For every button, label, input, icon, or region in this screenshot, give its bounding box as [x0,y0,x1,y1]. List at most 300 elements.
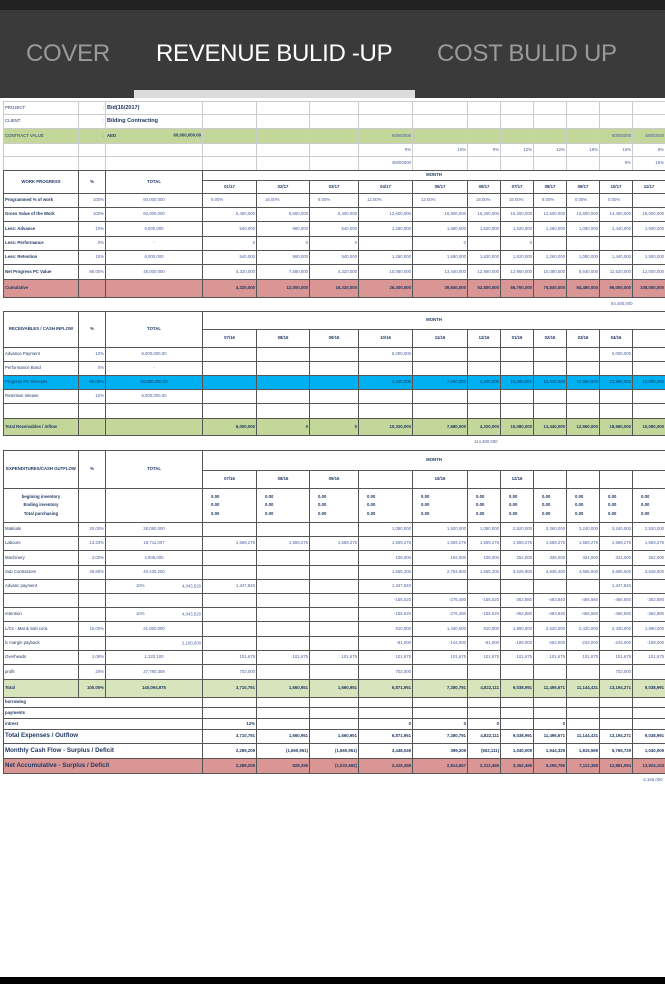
row-pct: 80.00% [79,265,106,280]
cell [257,594,310,608]
cell: 7,112,365 [567,759,600,774]
table-row [4,362,665,376]
cell: 6,871,951 [359,680,413,698]
cell: 1,920,000 [413,523,468,537]
cell: -144,000 [413,637,468,651]
cell: -81,000 [359,637,413,651]
row-pct: 10% [79,222,106,237]
table-row [4,129,665,144]
cell: 1,440,000 [600,251,633,265]
row-total-extra: 4,043,520 [181,583,201,589]
cell: 0.00% [600,194,633,208]
table-row [4,237,665,251]
cell: 48000000 [359,157,413,171]
cell: 4,320,000 [203,265,257,280]
header-row [4,451,665,471]
cell: 3,240,000 [600,523,633,537]
month-header: 03/17 [310,181,359,194]
cell: 101,675 [501,651,534,665]
row-pct: 0% [79,237,106,251]
row-pct: : [79,129,106,144]
cell: 2,520,000 [633,523,665,537]
cell: 3,448,049 [359,744,413,759]
cell: 9,600,000 [257,208,310,222]
cell: 5,400,000 [310,208,359,222]
cell: -362,880 [501,608,534,622]
cell: 0.00% [567,194,600,208]
cell: 3,360,000 [534,523,567,537]
table-row [4,115,665,129]
cell-line: 0.00 [641,510,650,516]
cell: 1,559,276 [310,537,359,551]
cell-line: begining inventory [21,494,61,500]
cell [567,129,600,144]
cell: 10,080,000 [501,376,534,390]
month-header: 12/16 [501,471,534,489]
cell: 3,240,000 [567,523,600,537]
spreadsheet [0,98,665,977]
cell: 1,559,276 [468,537,501,551]
cell: 0 [257,237,310,251]
cell: 1,440,000 [600,222,633,237]
cell [633,580,665,594]
row-label: PROJECT: [4,102,79,115]
cell [310,698,359,708]
cell [600,708,633,719]
cell-line: 0.00 [608,494,617,500]
row-total: AED 60,000,000.00 [106,129,203,144]
row-total: 21,000,000 [106,622,203,637]
row-label: Retention release [4,390,79,404]
cell [257,102,310,115]
cell [468,115,501,129]
row-total [106,157,203,171]
month-header [359,471,413,489]
month-header [633,330,665,348]
row-pct: : [79,115,106,129]
cell: 101,675 [310,651,359,665]
cell: 1,559,276 [534,537,567,551]
cell [310,622,359,637]
cell: 2,430,000 [600,622,633,637]
navigation-bar [0,977,665,984]
cell: -189,000 [633,637,665,651]
cell [257,698,310,708]
cell: 2,289,209 [203,759,257,774]
row-label: Total Expenses / Outflow [4,730,203,744]
cell [310,719,359,730]
cell [600,404,633,419]
cell [534,129,567,144]
cell [203,637,257,651]
row-total [106,419,203,436]
cell: 101,675 [203,651,257,665]
cell [501,129,534,144]
cell [203,404,257,419]
row-label [4,144,79,157]
cell [600,390,633,404]
cell [310,489,359,523]
table-row [4,376,665,390]
row-pct: 10% [79,251,106,265]
status-bar [0,0,665,10]
cell: 16,200,000 [501,208,534,222]
cell: 1,555,200 [359,566,413,580]
month-header: 07/16 [203,330,257,348]
cell: 1,347,840 [600,580,633,594]
cell: 1,260,000 [534,251,567,265]
cell: 9% [468,144,501,157]
cell [310,608,359,622]
cell [203,551,257,566]
cell: 10,080,000 [501,419,534,436]
cell [359,362,413,376]
cell: -189,000 [501,637,534,651]
table-row [4,419,665,436]
cell: 12,960,000 [567,376,600,390]
table-row [4,404,665,419]
cell [567,390,600,404]
cell: 5,400,000 [203,208,257,222]
cell: 9.00% [310,194,359,208]
row-total-extra: 60,000,000.00 [173,132,201,138]
cell: 399,209 [413,744,468,759]
cell [310,551,359,566]
row-label: Labours [4,537,79,551]
cell [633,489,665,523]
row-total: 27,780,308 [106,665,203,680]
table-row [4,651,665,665]
cell [468,404,501,419]
month-header: 08/17 [534,181,567,194]
cell: 12% [534,144,567,157]
cell: 1,347,840 [203,580,257,594]
month-header: 03/16 [567,330,600,348]
cell: 9,038,991 [501,680,534,698]
cell [310,637,359,651]
cell [203,157,257,171]
cell [413,102,468,115]
cell-line: 0.00 [265,510,274,516]
cell [257,665,310,680]
table-row [4,637,665,651]
row-label: Less: Advance [4,222,79,237]
row-pct [79,489,106,523]
table-row [4,730,665,744]
cell [501,719,534,730]
row-total: 6,000,000 [106,222,203,237]
header-label: EXPENDITURES/CASH OUTFLOW [4,451,79,489]
cell: 12% [203,719,257,730]
cell [567,698,600,708]
cell [534,102,567,115]
cell: 1,660,951 [257,730,310,744]
row-label: Overheads [4,651,79,665]
table-row [4,265,665,280]
receivables-footnote: 114,480,000 [474,439,498,444]
cell: -155,520 [359,608,413,622]
cell: 6,000,000 [203,419,257,436]
cell: 15,000,000 [633,208,665,222]
cell: 3,352,466 [501,759,534,774]
cell: 6,000,000 [359,348,413,362]
header-label: WORK PROGRESS [4,171,79,194]
row-label: L/Cs - Mat & Sub cont. [4,622,79,637]
cell [359,404,413,419]
cell: 1,660,951 [310,730,359,744]
header-pct: % [79,171,106,194]
cell: 18,960,000 [600,419,633,436]
cell: 2,520,000 [501,523,534,537]
cell: 13,194,271 [600,680,633,698]
cell: 1,347,840 [359,580,413,594]
cell: 10% [413,144,468,157]
cell [359,237,413,251]
row-total: 6,000,000.00 [106,390,203,404]
cell: (1,660,951) [310,744,359,759]
cell [310,523,359,537]
cell: 101,675 [359,651,413,665]
row-label [4,157,79,171]
row-label: payments [4,708,203,719]
cell: 2,520,000 [534,622,567,637]
cell [534,698,567,708]
row-label: Net Progress PC Value [4,265,79,280]
cell [501,404,534,419]
cell [567,708,600,719]
cell: 101,675 [567,651,600,665]
cell: (1,032,692) [310,759,359,774]
cell [468,665,501,680]
cell: 7,680,000 [257,265,310,280]
row-total: 10% 4,043,520 [106,608,203,622]
cell: 96,000,000 [600,280,633,298]
cell [257,390,310,404]
header-pct: % [79,312,106,348]
cell: 13,924,103 [633,759,665,774]
cell: 540,000 [203,251,257,265]
cell [310,157,359,171]
cell [413,489,468,523]
row-pct: 100% [79,208,106,222]
cell [468,157,501,171]
cell [203,698,257,708]
cell: 12.00% [413,194,468,208]
cell: 9% [359,144,413,157]
row-total [106,594,203,608]
cell: 15% [600,144,633,157]
cell [567,580,600,594]
table-row [4,144,665,157]
row-total: 6,000,000.00 [106,348,203,362]
row-pct [79,594,106,608]
cell [501,698,534,708]
cell: 2,814,567 [413,759,468,774]
header-month: MONTH [203,451,665,471]
cell: 1,815,569 [567,744,600,759]
cell: 39,840,000 [413,280,468,298]
cell-line: 0.00 [367,494,376,500]
cell: 9,038,991 [501,730,534,744]
tab-revenue-build-up[interactable]: REVENUE BULID -UP [156,40,393,67]
cell [310,580,359,594]
month-header: 07/16 [203,471,257,489]
cell [203,523,257,537]
row-label [4,404,79,419]
cell [203,144,257,157]
cell: 0 [359,719,413,730]
cell: 540,000 [310,222,359,237]
row-pct: 20.00% [79,523,106,537]
cell: 12.00% [359,194,413,208]
cell: 3,628,800 [501,566,534,580]
cell: 1,040,009 [633,744,665,759]
cell: 101,675 [257,651,310,665]
month-header: 08/16 [257,471,310,489]
row-total [106,144,203,157]
cell-line: 0.00 [641,494,650,500]
cell: 11,495,671 [534,680,567,698]
cell: 0 [413,719,468,730]
cell-line: 0.00 [265,494,274,500]
header-row [4,171,665,181]
cell: 10,080,000 [359,265,413,280]
cell [468,237,501,251]
cell [359,390,413,404]
cell: 7,280,791 [413,680,468,698]
month-header: 09/16 [310,330,359,348]
cell [203,102,257,115]
cell [633,102,665,115]
cell [633,362,665,376]
row-label: Net Accumulative - Surplus / Deficit [4,759,203,774]
cell [413,665,468,680]
cell [257,376,310,390]
cell [413,708,468,719]
cell: 26,400,000 [359,280,413,298]
month-header: 02/17 [257,181,310,194]
cell: 16,320,000 [310,280,359,298]
cell: 10,080,000 [534,265,567,280]
cell-line: 0.00 [318,494,327,500]
work-progress-table [3,170,665,298]
row-label: Gross Value of the Work [4,208,79,222]
table-row [4,608,665,622]
cell [600,237,633,251]
cell [203,566,257,580]
cell [534,404,567,419]
cell: -155,520 [359,594,413,608]
cell [413,362,468,376]
cell: 628,259 [257,759,310,774]
cell: 702,000 [600,665,633,680]
cell: 10,800,000 [567,208,600,222]
cell: 1,260,000 [534,222,567,237]
project-info-table [3,101,665,171]
tab-cost-build-up[interactable]: COST BULID UP [437,40,617,67]
cell [501,390,534,404]
row-total: 60,000,000 [106,208,203,222]
cell [310,129,359,144]
cell: 0 [468,719,501,730]
tab-cover[interactable]: COVER [26,40,110,67]
cell: 960,000 [257,251,310,265]
cell [567,665,600,680]
cell: 6,871,951 [359,730,413,744]
row-total [106,489,203,523]
cell-line: 0.00 [542,494,551,500]
cell [468,489,501,523]
row-label: Advanc payment [4,580,79,594]
cell: -252,000 [534,637,567,651]
cell: 7,680,000 [413,419,468,436]
cell: 11,144,431 [567,680,600,698]
cell: 12,600,000 [534,208,567,222]
cell [413,115,468,129]
cell [310,144,359,157]
cell: 324,000 [600,551,633,566]
cell: 1,080,000 [567,222,600,237]
month-header: 04/16 [600,330,633,348]
cell: 101,675 [413,651,468,665]
cell: 1,559,276 [359,537,413,551]
cell: 4,822,111 [468,680,501,698]
row-pct [79,580,106,594]
cell: -155,520 [468,594,501,608]
cell: 1,559,276 [600,537,633,551]
cell: 2,415,358 [359,759,413,774]
cell [534,665,567,680]
row-pct [79,157,106,171]
cell [359,102,413,115]
cell [203,390,257,404]
cell [468,390,501,404]
row-label: Programmed % of work [4,194,79,208]
cell: 16.00% [257,194,310,208]
cell: 4,320,000 [468,376,501,390]
cell [257,622,310,637]
cell-line: Total purchasing [23,510,59,516]
table-row [4,280,665,298]
table-row [4,222,665,237]
cell [359,115,413,129]
row-pct: 0% [79,362,106,376]
cell [310,404,359,419]
row-total [106,404,203,419]
cell-line: 0.00 [575,510,584,516]
cell: 9,038,991 [633,730,665,744]
cell: 2,289,209 [203,744,257,759]
table-row [4,719,665,730]
cell: 9.00% [534,194,567,208]
cell: 1,080,000 [359,523,413,537]
cell [310,376,359,390]
cell: 10,080,000 [633,376,665,390]
cell [203,362,257,376]
cell [534,237,567,251]
cell [413,698,468,708]
cell: 11,144,431 [567,730,600,744]
cell: 3,710,791 [203,680,257,698]
row-pct: 2.00% [79,551,106,566]
row-label: Total [4,680,79,698]
row-pct: 10% [79,390,106,404]
cell: 0 [413,237,468,251]
cell: 7,280,791 [413,730,468,744]
cell [257,719,310,730]
cell: 1,559,276 [413,537,468,551]
cell: 13,194,271 [600,730,633,744]
